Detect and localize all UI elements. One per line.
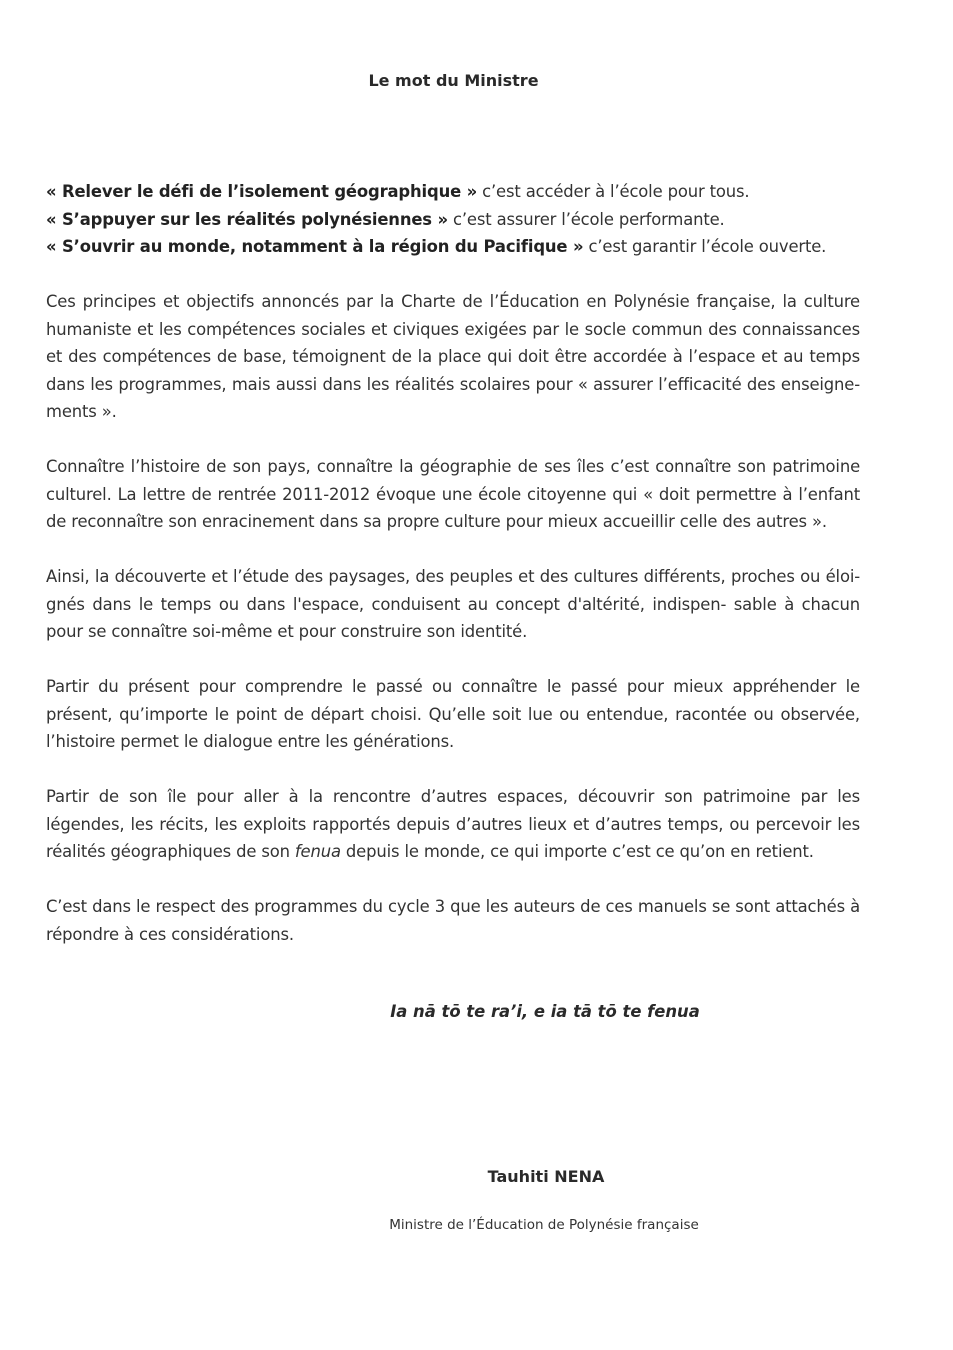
motto: Ia nā tō te ra’i, e ia tā tō te fenua [390, 1002, 700, 1021]
paragraph-cycle3: C’est dans le respect des programmes du cycle 3 que les auteurs de ces manuels se sont attachés à répondre à ces considérations. [46, 897, 860, 944]
intro-principles [46, 178, 860, 261]
paragraph-histoire: Partir du présent pour comprendre le passé ou connaître le passé pour mieux appréhender le présent, qu’importe le point de départ choisi. Qu’elle soit lue ou entendue, racontée ou observée, l’histoire permet le dialogue entre les générations. [46, 677, 860, 751]
paragraph-charte: Ces principes et objectifs annoncés par la Charte de l’Éducation en Polynésie française, la culture humaniste et les compétences sociales et civiques exigées par le socle commun des connaissances et des compétences de base, témoignent de la place qui doit être accordée à l’espace et au temps dans les programmes, mais aussi dans les réalités scolaires pour « assurer l’efficacité des enseigne-ments ». [46, 292, 860, 421]
paragraph-fenua-end: depuis le monde, ce qui importe c’est ce qu’on en retient. [340, 842, 814, 861]
principle-2-rest: c’est assurer l’école performante. [447, 209, 725, 229]
principle-3-bold: « S’ouvrir au monde, notamment à la région du Pacifique » [46, 237, 584, 256]
principle-line-3 [46, 233, 860, 261]
paragraph-patrimoine: Connaître l’histoire de son pays, connaître la géographie de ses îles c’est connaître son patrimoine culturel. La lettre de rentrée 2011-2012 évoque une école citoyenne qui « doit permettre à l’enfant de reconnaître son enracinement dans sa propre culture pour mieux accueillir celle des autres ». [46, 457, 860, 531]
principle-line-2 [46, 206, 860, 234]
principle-2-bold: « S’appuyer sur les réalités polynésiennes » [46, 209, 448, 229]
paragraph-fenua-start: Partir de son île pour aller à la rencontre d’autres espaces, découvrir son patrimoine par les légendes, les récits, les exploits rapportés depuis d’autres lieux et d’autres temps, ou percevoir les réalités géographiques de son [46, 787, 860, 861]
signature-role: Ministre de l’Éducation de Polynésie française [389, 1217, 699, 1233]
principle-3-rest: c’est garantir l’école ouverte. [583, 237, 827, 256]
paragraph-alterite: Ainsi, la découverte et l’étude des paysages, des peuples et des cultures différents, proches ou éloi-gnés dans le temps ou dans l'espace, conduisent au concept d'altérité, indispen- sable à chacun pour se connaître soi-même et pour construire son identité. [46, 567, 860, 641]
principle-1-rest: c’est accéder à l’école pour tous. [477, 182, 750, 201]
page-title: Le mot du Ministre [368, 71, 539, 90]
principle-1-bold: « Relever le défi de l’isolement géographique » [46, 182, 478, 201]
principle-line-1 [46, 178, 860, 206]
signature-name: Tauhiti NENA [487, 1167, 605, 1186]
paragraph-fenua [46, 783, 860, 866]
letter-body [46, 178, 860, 976]
fenua-word: fenua [294, 842, 341, 861]
